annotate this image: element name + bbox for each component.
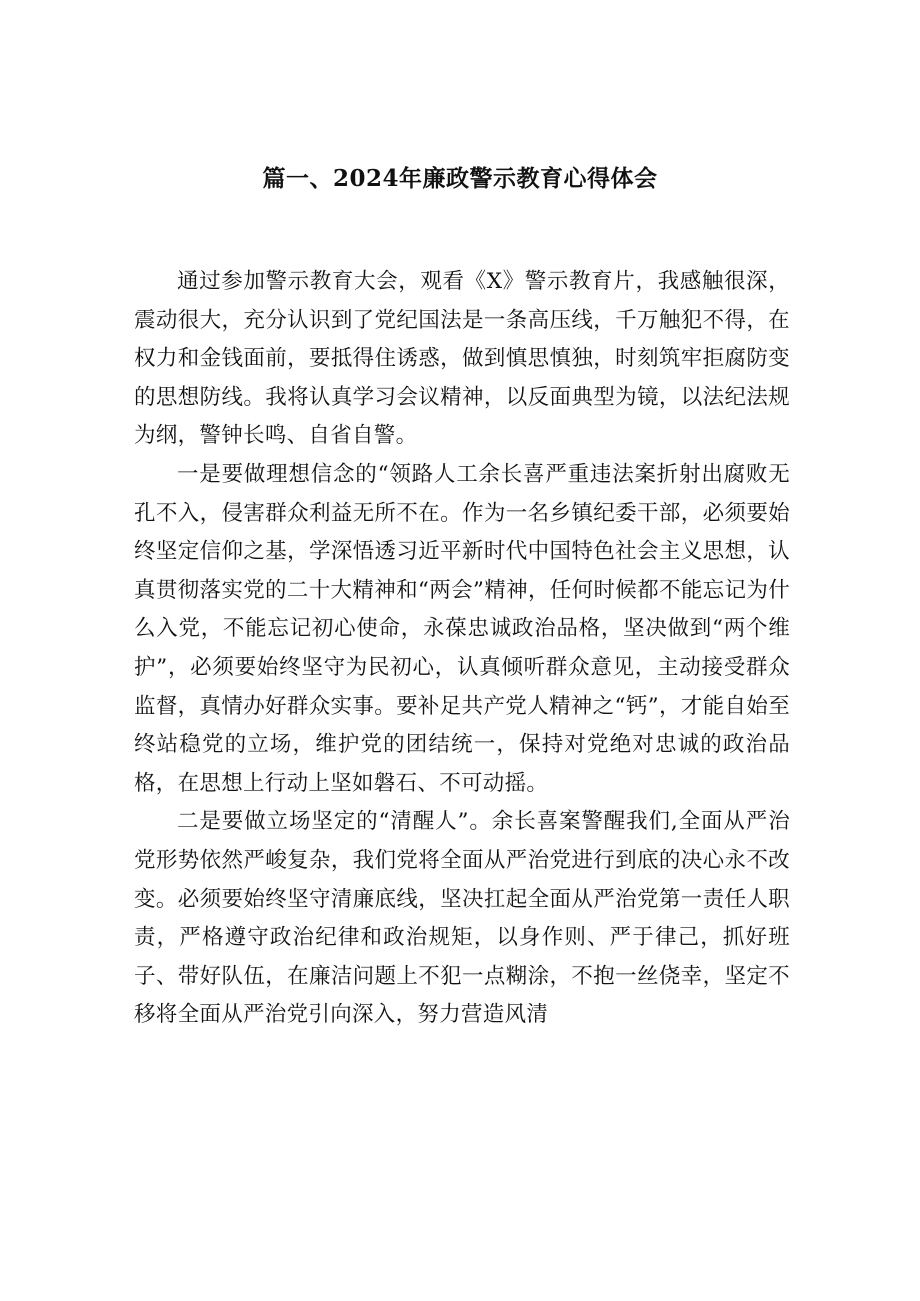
paragraph-point-two: 二是要做立场坚定的“清醒人”。余长喜案警醒我们,全面从严治党形势依然严峻复杂，我们党将全面从严治党进行到底的决心永不改变。必须要始终坚守清廉底线，坚决扛起全面从严治党第一责任人职责，严格遵守政治纪律和政治规矩，以身作则、严于律己，抓好班子、带好队伍，在廉洁问题上不犯一点糊涂，不抱一丝侥幸，坚定不移将全面从严治党引向深入，努力营造风清 (134, 809, 790, 1028)
document-title: 篇一、2024年廉政警示教育心得体会 (262, 165, 658, 192)
paragraph-point-one: 一是要做理想信念的“领路人工余长喜严重违法案折射出腐败无孔不入，侵害群众利益无所不在。作为一名乡镇纪委干部，必须要始终坚定信仰之基，学深悟透习近平新时代中国特色社会主义思想，认真贯彻落实党的二十大精神和“两会”精神，任何时候都不能忘记为什么入党，不能忘记初心使命，永葆忠诚政治品格，坚决做到“两个维护”，必须要始终坚守为民初心，认真倾听群众意见，主动接受群众监督，真情办好群众实事。要补足共产党人精神之“钙”，才能自始至终站稳党的立场，维护党的团结统一，保持对党绝对忠诚的政治品格，在思想上行动上坚如磐石、不可动摇。 (134, 461, 790, 796)
paragraph-intro: 通过参加警示教育大会，观看《X》警示教育片，我感触很深，震动很大，充分认识到了党纪国法是一条高压线，千万触犯不得，在权力和金钱面前，要抵得住诱惑，做到慎思慎独，时刻筑牢拒腐防变的思想防线。我将认真学习会议精神，以反面典型为镜，以法纪法规为纲，警钟长鸣、自省自警。 (134, 269, 790, 449)
document-body (134, 263, 790, 1035)
